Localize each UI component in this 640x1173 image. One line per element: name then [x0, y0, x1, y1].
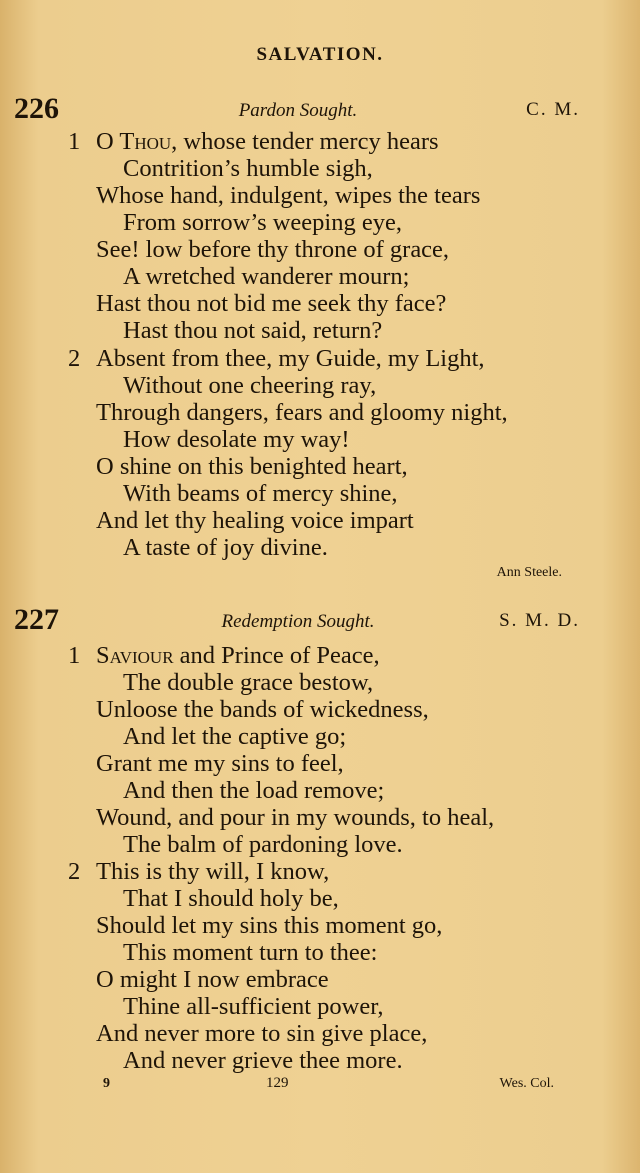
hymn-meter: S. M. D.	[499, 610, 580, 631]
verse-number: 2	[68, 345, 81, 372]
verse-line: Hast thou not bid me seek thy face?	[96, 290, 447, 317]
verse-number: 1	[68, 642, 81, 669]
verse-line	[96, 128, 439, 155]
verse-line: See! low before thy throne of grace,	[96, 236, 450, 263]
first-word: Saviour	[96, 642, 174, 669]
first-line-rest: and Prince of Peace,	[173, 642, 380, 669]
verse-line: Should let my sins this moment go,	[96, 912, 443, 939]
verse-number: 1	[68, 128, 81, 155]
verse-line: Thine all-sufficient power,	[123, 993, 384, 1020]
verse-line: Unloose the bands of wickedness,	[96, 696, 429, 723]
verse-line: The balm of pardoning love.	[123, 831, 403, 858]
verse-line: Wound, and pour in my wounds, to heal,	[96, 804, 495, 831]
verse-line: A wretched wanderer mourn;	[123, 263, 410, 290]
verse-line: And never grieve thee more.	[123, 1047, 403, 1074]
hymn-meter: C. M.	[526, 99, 580, 120]
hymn-number: 226	[14, 92, 59, 125]
verse-line: Absent from thee, my Guide, my Light,	[96, 345, 485, 372]
verse-line: Whose hand, indulgent, wipes the tears	[96, 182, 481, 209]
hymn-title: Redemption Sought.	[221, 611, 375, 632]
verse-line: This moment turn to thee:	[123, 939, 378, 966]
verse-line	[96, 642, 380, 669]
verse-line: This is thy will, I know,	[96, 858, 330, 885]
verse-line: From sorrow’s weeping eye,	[123, 209, 402, 236]
hymn-227-heading	[0, 603, 640, 637]
hymn-title: Pardon Sought.	[238, 100, 358, 121]
running-title: SALVATION.	[256, 44, 384, 65]
first-word: O Thou,	[96, 128, 178, 155]
footer-author: Wes. Col.	[499, 1076, 554, 1091]
verse-line: The double grace bestow,	[123, 669, 374, 696]
verse-line: And then the load remove;	[123, 777, 385, 804]
verse-line: Grant me my sins to feel,	[96, 750, 344, 777]
verse-line: Contrition’s humble sigh,	[123, 155, 373, 182]
hymn-author: Ann Steele.	[496, 565, 562, 580]
verse-line: How desolate my way!	[123, 426, 350, 453]
verse-line: And let thy healing voice impart	[96, 507, 414, 534]
verse-line: O might I now embrace	[96, 966, 329, 993]
verse-line: O shine on this benighted heart,	[96, 453, 408, 480]
hymn-226-heading	[0, 92, 640, 126]
verse-line: With beams of mercy shine,	[123, 480, 398, 507]
verse-line: A taste of joy divine.	[123, 534, 328, 561]
verse-number: 2	[68, 858, 81, 885]
page-number: 129	[266, 1075, 289, 1091]
verse-line: Hast thou not said, return?	[123, 317, 383, 344]
verse-line: And let the captive go;	[123, 723, 347, 750]
first-line-rest: whose tender mercy hears	[177, 128, 439, 155]
verse-line: Without one cheering ray,	[123, 372, 377, 399]
verse-line: Through dangers, fears and gloomy night,	[96, 399, 508, 426]
hymn-number: 227	[14, 603, 59, 636]
verse-line: And never more to sin give place,	[96, 1020, 428, 1047]
signature-mark: 9	[103, 1076, 110, 1091]
verse-line: That I should holy be,	[123, 885, 339, 912]
